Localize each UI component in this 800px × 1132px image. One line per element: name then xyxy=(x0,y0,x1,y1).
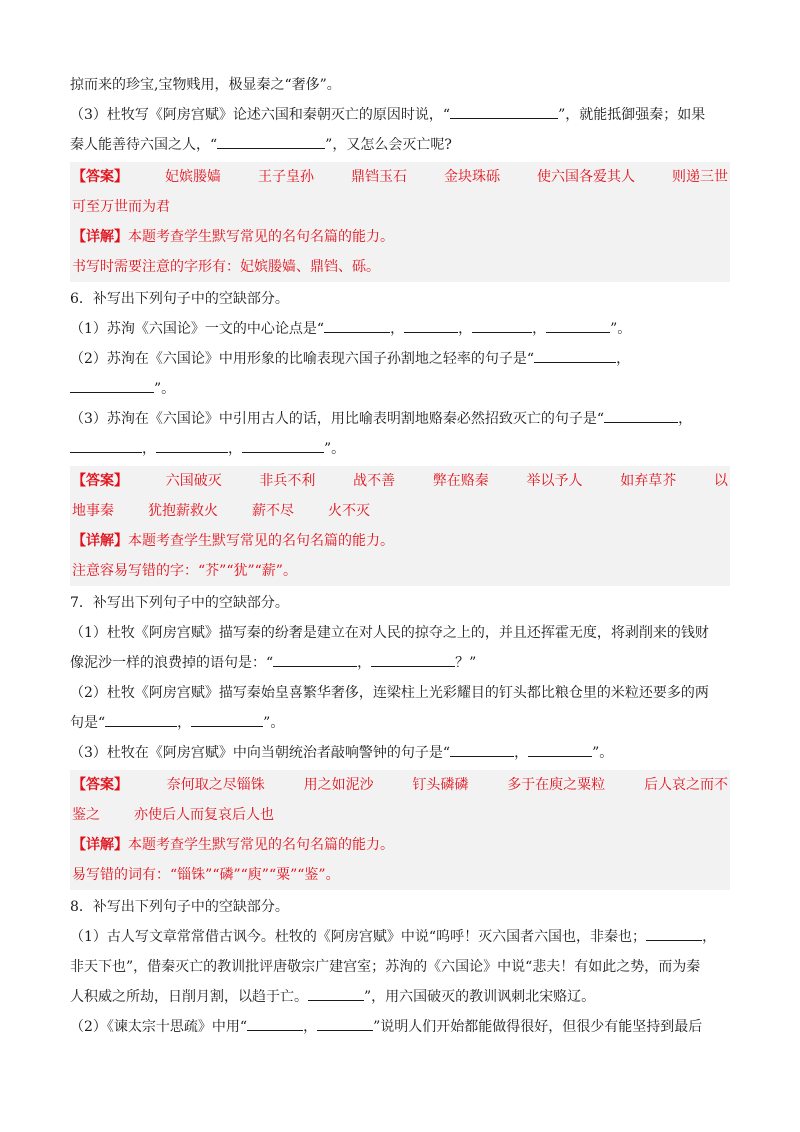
question-title: 7．补写出下列句子中的空缺部分。 xyxy=(70,595,289,611)
text-line: （2）苏洵在《六国论》中用形象的比喻表现六国子孙割地之轻率的句子是“ ， xyxy=(70,344,730,374)
answer-tag: 【答案】 xyxy=(72,169,128,185)
blank[interactable] xyxy=(472,318,532,333)
text-line: 句是“ ， ”。 xyxy=(70,708,730,738)
blank[interactable] xyxy=(308,986,364,1001)
blank[interactable] xyxy=(247,1016,303,1031)
text-line: （1）杜牧《阿房宫赋》描写秦的纷奢是建立在对人民的掠夺之上的，并且还挥霍无度，将剥削来的钱财 xyxy=(70,625,709,641)
blank[interactable] xyxy=(528,742,592,757)
blank[interactable] xyxy=(70,438,142,453)
text-line: （2）杜牧《阿房宫赋》描写秦始皇喜繁华奢侈，连梁柱上光彩耀目的钉头都比粮仓里的米粒还要多的两 xyxy=(70,685,709,701)
blank[interactable] xyxy=(450,104,558,119)
blank[interactable] xyxy=(404,318,458,333)
text-line: （3）杜牧写《阿房宫赋》论述六国和秦朝灭亡的原因时说，“ ”，就能抵御强秦；如果 xyxy=(70,100,730,130)
text-line: 掠而来的珍宝,宝物贱用，极显秦之“奢侈”。 xyxy=(70,77,341,93)
text-line: （2）《谏太宗十思疏》中用“ ， ”说明人们开始都能做得很好，但很少有能坚持到最后 xyxy=(70,1012,730,1042)
blank[interactable] xyxy=(604,408,678,423)
blank[interactable] xyxy=(156,438,228,453)
blank[interactable] xyxy=(217,134,325,149)
blank[interactable] xyxy=(371,652,455,667)
blank[interactable] xyxy=(70,378,154,393)
blank[interactable] xyxy=(191,712,263,727)
answer-line: 可至万世而为君 xyxy=(72,199,170,215)
detail-line: 【详解】本题考查学生默写常见的名句名篇的能力。 xyxy=(72,229,394,245)
answer-box xyxy=(70,770,730,890)
question-title: 8．补写出下列句子中的空缺部分。 xyxy=(70,899,289,915)
answer-line: 【答案】 奈何取之尽锱铢 用之如泥沙 钉头磷磷 多于在庾之粟粒 后人哀之而不 xyxy=(72,770,728,800)
detail-line: 【详解】本题考查学生默写常见的名句名篇的能力。 xyxy=(72,837,394,853)
answer-box xyxy=(70,162,730,282)
blank[interactable] xyxy=(450,742,514,757)
document-page xyxy=(70,70,730,1042)
text-line: 非天下也”，借秦灭亡的教训批评唐敬宗广建宫室；苏洵的《六国论》中说“悲夫！有如此之势，而为秦 xyxy=(70,959,701,975)
note-line: 书写时需要注意的字形有：妃嫔媵嫱、鼎铛、砾。 xyxy=(72,259,380,275)
blank[interactable] xyxy=(546,318,610,333)
answer-tag: 【答案】 xyxy=(72,777,128,793)
text-line: （1）古人写文章常常借古讽今。杜牧的《阿房宫赋》中说“呜呼！灭六国者六国也，非秦也； ， xyxy=(70,922,730,952)
blank[interactable] xyxy=(242,438,324,453)
answer-line: 【答案】 妃嫔媵嫱 王子皇孙 鼎铛玉石 金块珠砾 使六国各爱其人 则递三世 xyxy=(72,162,728,192)
detail-tag: 【详解】 xyxy=(72,533,128,549)
text-line: ”。 xyxy=(70,374,730,404)
text-line: 人积威之所劫，日削月割，以趋于亡。 ”，用六国破灭的教训讽刺北宋赂辽。 xyxy=(70,982,730,1012)
text-line: （3）苏洵在《六国论》中引用古人的话，用比喻表明割地赂秦必然招致灭亡的句子是“ ， xyxy=(70,404,730,434)
detail-tag: 【详解】 xyxy=(72,837,128,853)
detail-line: 【详解】本题考查学生默写常见的名句名篇的能力。 xyxy=(72,533,394,549)
blank[interactable] xyxy=(646,926,702,941)
answer-line: 鉴之 亦使后人而复哀后人也 xyxy=(72,807,274,823)
blank[interactable] xyxy=(324,318,390,333)
blank[interactable] xyxy=(105,712,177,727)
detail-tag: 【详解】 xyxy=(72,229,128,245)
blank[interactable] xyxy=(534,348,616,363)
blank[interactable] xyxy=(317,1016,373,1031)
answer-box xyxy=(70,466,730,586)
question-title: 6．补写出下列句子中的空缺部分。 xyxy=(70,291,289,307)
answer-line: 【答案】 六国破灭 非兵不利 战不善 弊在赂秦 举以予人 如弃草芥 以 xyxy=(72,466,728,496)
text-line: 秦人能善待六国之人，“ ”，又怎么会灭亡呢? xyxy=(70,130,730,160)
answer-tag: 【答案】 xyxy=(72,473,128,489)
answer-line: 地事秦 犹抱薪救火 薪不尽 火不灭 xyxy=(72,503,370,519)
text-line: （3）杜牧在《阿房宫赋》中向当朝统治者敲响警钟的句子是“ ， ”。 xyxy=(70,738,730,768)
note-line: 易写错的词有：“锱铢”“磷”“庾”“粟”“鉴”。 xyxy=(72,867,340,883)
text-line: （1）苏洵《六国论》一文的中心论点是“ ， ， ， ”。 xyxy=(70,314,730,344)
blank[interactable] xyxy=(273,652,357,667)
text-line: ， ， ”。 xyxy=(70,434,730,464)
text-line: 像泥沙一样的浪费掉的语句是：“ ， ？” xyxy=(70,648,730,678)
note-line: 注意容易写错的字：“芥”“犹”“薪”。 xyxy=(72,563,297,579)
